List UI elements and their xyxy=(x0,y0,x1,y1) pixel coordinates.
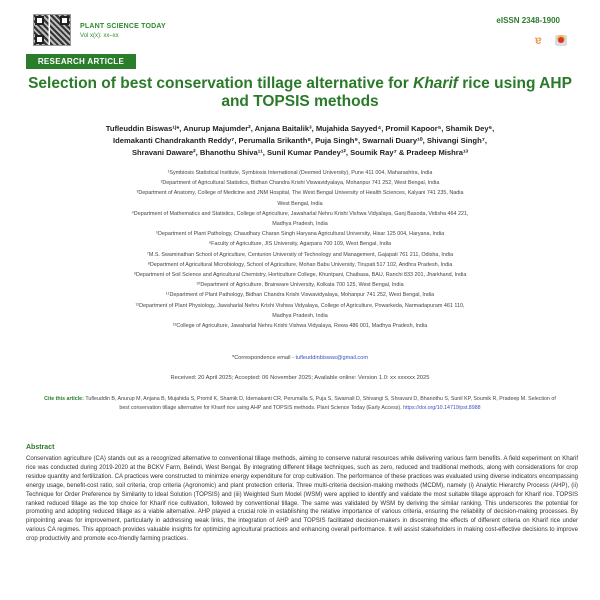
abstract-text: Conservation agriculture (CA) stands out as a recognized alternative to conventional tillage methods, aiming to conserve natural resources while delivering various farm benefits. A field experiment on Kharif rice was conducted during 2019-2020 at the BCKV Farm, Belindi, West Bengal. By integrating different tillage techniques, such as zero, reduced and traditional methods, along with considerations for crop residue quantity and fertilization. CA practices were constructed to minimize energy expenditure for crop cultivation. The performance of these practices was evaluated using diverse indicators encompassing energy usage, benefit-cost ratio, soil criteria, crop criteria (Agronomic) and plant protection criteria. Three multi-criteria decision-making methods (MCDM), namely (i) Analytic Hierarchy Process (AHP), (ii) Technique for Order Preference by Similarity to Ideal Solution (TOPSIS) and (iii) Weighted Sum Model (WSM) were applied to identify and validate the most suitable tillage approach for Kharif rice. TOPSIS ranked reduced tillage as the top choice for Kharif rice cultivation, followed by conventional tillage. The same was validated by WSM by deriving the similar ranking. This underscores the potential for promoting and adopting reduced tillage as a viable alternative. AHP played a crucial role in establishing the relative importance of various criteria, ensuring the reliability of decision-making processes. By pinpointing areas for improvement, particularly in addressing weak links, the integration of AHP and TOPSIS facilitated decision-makers in discerning the effects of different criteria on Kharif rice under various CA regimes. This approach provides valuable insights for optimizing agricultural practices and enhancing overall performance. It will assist stakeholders in making cost-effective decisions to improve crop productivity and promote eco-friendly farming practices. xyxy=(26,456,578,543)
affiliation: ⁵Department of Plant Pathology, Chaudhary Charan Singh Haryana Agricultural University, Hisar 125 004, Haryana, India xyxy=(155,231,445,238)
issn: eISSN 2348-1900 xyxy=(496,16,560,25)
title-part-2: rice using AHP and TOPSIS methods xyxy=(221,75,572,110)
author-line: Shravani Daware², Bhanothu Shiva¹¹, Sunil Kumar Pandey¹², Soumik Ray⁷ & Pradeep Mishra¹³ xyxy=(131,148,469,157)
article-title xyxy=(20,75,580,111)
citation-label: Cite this article: xyxy=(44,396,86,402)
affiliation: ¹¹Department of Plant Pathology, Bidhan Chandra Krishi Viswavidyalaya, Mohanpur 741 252, West Bengal, India xyxy=(165,292,435,299)
title-italic: Kharif xyxy=(413,75,458,92)
publication-dates: Received: 20 April 2025; Accepted: 06 November 2025; Available online: Version 1.0: xx xxxxxx 2025 xyxy=(170,375,430,381)
affiliation: ²Department of Agricultural Statistics, Bidhan Chandra Krishi Viswavidyalaya, Mohanpur 741 252, West Bengal, India xyxy=(160,180,440,187)
qr-corner xyxy=(35,35,44,44)
qr-code-icon xyxy=(33,14,71,46)
author-list xyxy=(30,123,570,159)
affiliation: ³Department of Anatomy, College of Medicine and JNM Hospital, The West Bengal University of Health Sciences, Kalyani 741 235, Nadia xyxy=(136,190,464,197)
affiliation: ¹³College of Agriculture, Jawaharlal Nehru Krishi Vishwa Vidyalaya, Rewa 486 001, Madhya Pradesh, India xyxy=(172,323,428,330)
title-part-1: Selection of best conservation tillage alternative for xyxy=(28,75,414,92)
author-line: Idemakanti Chandrakanth Reddy⁷, Perumalla Srikanth⁸, Puja Singh⁹, Swarnali Duary¹⁰, Shivangi Singh⁷, xyxy=(113,136,487,145)
affiliation: ⁷M.S. Swaminathan School of Agriculture, Centurion University of Technology and Management, Gajapati 761 211, Odisha, India xyxy=(146,251,454,258)
correspondence-email-link[interactable]: tufleuddinbiswas@gmail.com xyxy=(295,355,368,361)
affiliation: ⁸Department of Agricultural Microbiology, School of Agriculture, Mohan Babu University, Tirupati 517 102, Andhra Pradesh, India xyxy=(147,261,453,268)
citation-text: Tufleuddin B, Anurup M, Anjana B, Mujahida S, Promil K, Shamik D, Idemakanti CR, Perumalla S, Puja S, Swarnali D, Shivangi S, Shravani D, Bhanothu S, Sunil KP, Soumik R, Pradeep M. Selection of best conservation tillage alternative for Kharif rice using AHP and TOPSIS methods. Plant Science Today (Early Access). xyxy=(85,396,556,411)
abstract-heading: Abstract xyxy=(26,444,55,451)
journal-name: PLANT SCIENCE TODAY xyxy=(80,23,166,30)
correspondence-label: *Correspondence email - xyxy=(232,355,296,361)
affiliation: West Bengal, India xyxy=(277,200,323,207)
affiliation: Madhya Pradesh, India xyxy=(272,221,328,228)
citation xyxy=(40,395,560,413)
affiliation-list xyxy=(40,168,560,331)
affiliation: ¹²Department of Plant Physiology, Jawaharlal Nehru Krishi Vishwa Vidyalaya, College of Agriculture, Powarkeda, Narmadapuram 461 110, xyxy=(135,302,465,309)
crossmark-icon[interactable] xyxy=(555,35,567,46)
affiliation: ⁴Department of Mathematics and Statistics, College of Agriculture, Jawaharlal Nehru Krishi Vishwa Vidyalaya, Ganj Basoda, Vidisha 464 221, xyxy=(131,210,469,217)
journal-volume: Vol x(x): xx–xx xyxy=(80,33,119,39)
open-access-icon: ɐ xyxy=(535,33,542,47)
affiliation: ⁶Faculty of Agriculture, JIS University, Agarpara 700 109, West Bengal, India xyxy=(208,241,392,248)
doi-link[interactable]: https://doi.org/10.14719/pst.8988 xyxy=(403,405,481,411)
article-type-badge: RESEARCH ARTICLE xyxy=(26,54,136,69)
qr-corner xyxy=(60,16,69,25)
affiliation: ¹Symbiosis Statistical Institute, Symbiosis International (Deemed University), Pune 411 004, Maharashtra, India xyxy=(167,170,433,176)
correspondence xyxy=(40,355,560,361)
qr-corner xyxy=(35,16,44,25)
author-line: Tufleuddin Biswas¹ʲ*, Anurup Majumder², Anjana Baitalik³, Mujahida Sayyed⁴, Promil Kapoor⁵, Shamik Dey⁶, xyxy=(105,124,495,133)
affiliation: ⁹Department of Soil Science and Agricultural Chemistry, Horticulture College, Khuntpani, Chaibasa, BAU, Ranchi 833 201, Jharkhand, India xyxy=(133,272,467,279)
affiliation: ¹⁰Department of Agriculture, Brainware University, Kolkata 700 125, West Bengal, India xyxy=(196,282,404,289)
affiliation: Madhya Pradesh, India xyxy=(272,312,328,319)
